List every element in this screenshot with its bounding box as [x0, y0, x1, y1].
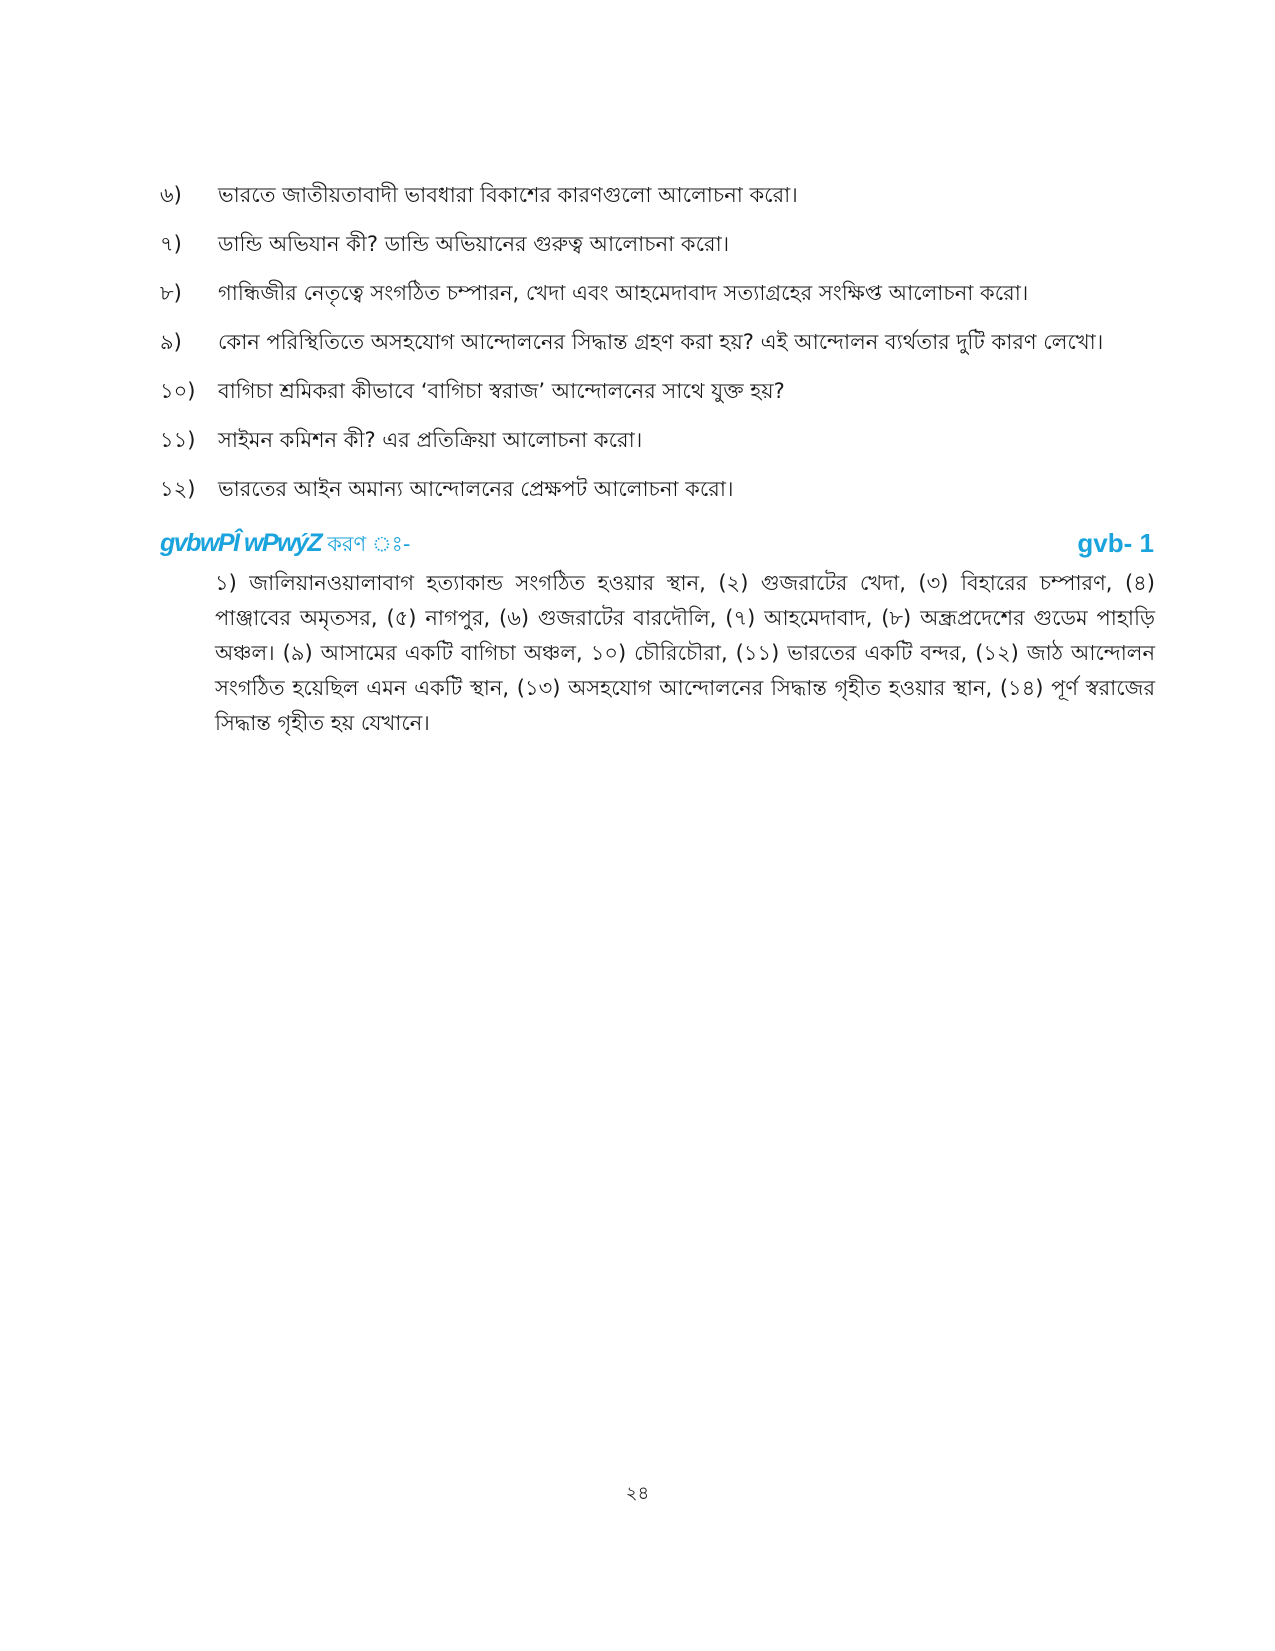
- question-number: ৭): [160, 232, 182, 256]
- question-item: [160, 279, 1160, 328]
- question-number: ১০): [160, 379, 196, 403]
- section-title-suffix: করণ ঃ-: [327, 532, 411, 556]
- question-number: ১১): [160, 428, 196, 452]
- question-item: [160, 328, 1160, 377]
- question-text: ডান্ডি অভিযান কী? ডান্ডি অভিয়ানের গুরুত্ব আলোচনা করো।: [218, 232, 730, 256]
- section-code: gvb- 1: [1077, 528, 1154, 558]
- question-item: [160, 230, 1160, 279]
- question-text: কোন পরিস্থিতিতে অসহযোগ আন্দোলনের সিদ্ধান্ত গ্রহণ করা হয়? এই আন্দোলন ব্যর্থতার দুটি কারণ লেখো।: [218, 330, 1104, 354]
- question-number: ৮): [160, 281, 182, 305]
- page-number: ২৪: [625, 1483, 650, 1504]
- question-item: [160, 181, 1160, 230]
- question-text: সাইমন কমিশন কী? এর প্রতিক্রিয়া আলোচনা করো।: [218, 428, 643, 452]
- question-item: [160, 377, 1160, 426]
- question-text: ভারতে জাতীয়তাবাদী ভাবধারা বিকাশের কারণগুলো আলোচনা করো।: [218, 183, 798, 207]
- question-number: ১২): [160, 477, 196, 501]
- question-item: [160, 475, 1160, 524]
- question-item: [160, 426, 1160, 475]
- question-number: ৬): [160, 183, 182, 207]
- section-header: [160, 526, 1154, 562]
- section-title-garbled: gvbwPÎ wPwýZ: [160, 529, 322, 557]
- map-task-paragraph: ১) জালিয়ানওয়ালাবাগ হত্যাকান্ড সংগঠিত হওয়ার স্থান, (২) গুজরাটের খেদা, (৩) বিহারের চম্পারণ, (৪) পাঞ্জাবের অমৃতসর, (৫) নাগপুর, (৬) গুজরাটের বারদৌলি, (৭) আহমেদাবাদ, (৮) অন্ধ্রপ্রদেশের গুডেম পাহাড়ি অঞ্চল। (৯) আসামের একটি বাগিচা অঞ্চল, ১০) চৌরিচৌরা, (১১) ভারতের একটি বন্দর, (১২) জাঠ আন্দোলন সংগঠিত হয়েছিল এমন একটি স্থান, (১৩) অসহযোগ আন্দোলনের সিদ্ধান্ত গৃহীত হওয়ার স্থান, (১৪) পূর্ণ স্বরাজের সিদ্ধান্ত গৃহীত হয় যেখানে।: [215, 571, 1155, 735]
- question-text: ভারতের আইন অমান্য আন্দোলনের প্রেক্ষপট আলোচনা করো।: [218, 477, 734, 501]
- question-text: গান্ধিজীর নেতৃত্বে সংগঠিত চম্পারন, খেদা এবং আহমেদাবাদ সত্যাগ্রহের সংক্ষিপ্ত আলোচনা করো।: [218, 281, 1029, 305]
- section-title: [160, 526, 410, 561]
- question-number: ৯): [160, 330, 182, 354]
- question-list: [160, 181, 1160, 524]
- question-text: বাগিচা শ্রমিকরা কীভাবে ‘বাগিচা স্বরাজ’ আন্দোলনের সাথে যুক্ত হয়?: [218, 379, 785, 403]
